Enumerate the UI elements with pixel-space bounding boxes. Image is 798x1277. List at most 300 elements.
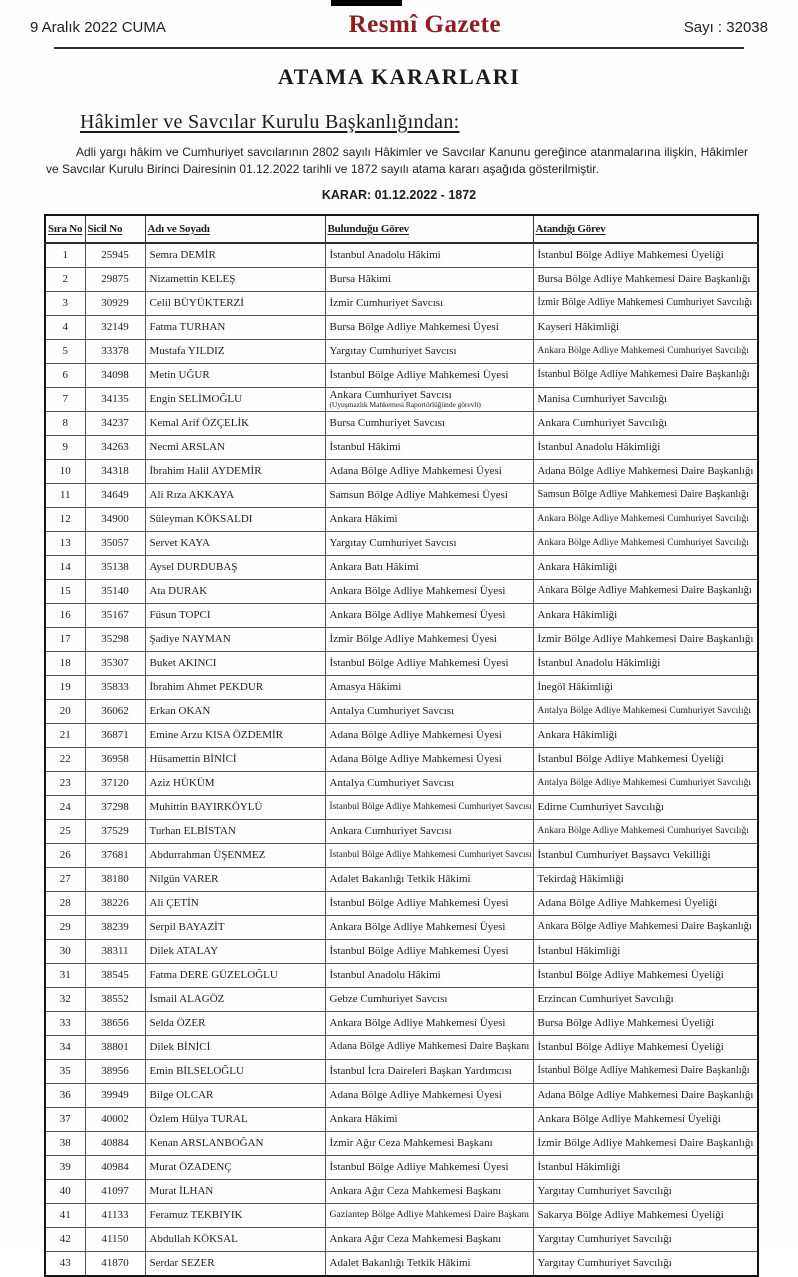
cell-adi-soyadi: Kenan ARSLANBOĞAN [145, 1131, 325, 1155]
table-row [45, 1203, 758, 1227]
cell-sira-no: 36 [45, 1083, 85, 1107]
table-row [45, 1131, 758, 1155]
cell-atandigi-gorev: Ankara Bölge Adliye Mahkemesi Cumhuriyet Savcılığı [533, 339, 758, 363]
cell-bulundugu-gorev-text: Bursa Hâkimi [329, 272, 391, 285]
cell-sicil-no: 37681 [85, 843, 145, 867]
cell-bulundugu-gorev [325, 531, 533, 555]
cell-atandigi-gorev: Adana Bölge Adliye Mahkemesi Daire Başkanlığı [533, 1083, 758, 1107]
cell-atandigi-gorev: İstanbul Cumhuriyet Başsavcı Vekilliği [533, 843, 758, 867]
table-row [45, 435, 758, 459]
appointments-table [44, 214, 759, 1277]
cell-adi-soyadi: Aysel DURDUBAŞ [145, 555, 325, 579]
cell-atandigi-gorev: Ankara Bölge Adliye Mahkemesi Cumhuriyet Savcılığı [533, 819, 758, 843]
cell-atandigi-gorev: Erzincan Cumhuriyet Savcılığı [533, 987, 758, 1011]
cell-sira-no: 27 [45, 867, 85, 891]
cell-adi-soyadi: Murat ÖZADENÇ [145, 1155, 325, 1179]
cell-bulundugu-gorev [325, 243, 533, 268]
cell-atandigi-gorev: Edirne Cumhuriyet Savcılığı [533, 795, 758, 819]
cell-bulundugu-gorev-text: Adana Bölge Adliye Mahkemesi Üyesi [329, 1088, 502, 1101]
cell-sira-no: 18 [45, 651, 85, 675]
cell-adi-soyadi: Nizamettin KELEŞ [145, 267, 325, 291]
cell-atandigi-gorev: Ankara Hâkimliği [533, 723, 758, 747]
cell-bulundugu-gorev [325, 963, 533, 987]
col-header-atandigi-gorev [533, 215, 758, 243]
table-row [45, 819, 758, 843]
cell-adi-soyadi: Kemal Arif ÖZÇELİK [145, 411, 325, 435]
cell-atandigi-gorev: Ankara Bölge Adliye Mahkemesi Daire Başkanlığı [533, 915, 758, 939]
cell-bulundugu-gorev [325, 1035, 533, 1059]
cell-sicil-no: 41870 [85, 1251, 145, 1276]
table-row [45, 795, 758, 819]
table-row [45, 603, 758, 627]
table-row [45, 1107, 758, 1131]
cell-bulundugu-gorev [325, 507, 533, 531]
table-row [45, 1059, 758, 1083]
cell-sicil-no: 30929 [85, 291, 145, 315]
col-header-bulundugu-gorev-label: Bulunduğu Görev [327, 222, 409, 235]
table-row [45, 939, 758, 963]
cell-bulundugu-gorev-text: Amasya Hâkimi [329, 680, 402, 693]
cell-sicil-no: 34649 [85, 483, 145, 507]
col-header-sira-no [45, 215, 85, 243]
cell-atandigi-gorev: Yargıtay Cumhuriyet Savcılığı [533, 1179, 758, 1203]
cell-atandigi-gorev: Yargıtay Cumhuriyet Savcılığı [533, 1227, 758, 1251]
cell-sicil-no: 38956 [85, 1059, 145, 1083]
cell-adi-soyadi: Mustafa YILDIZ [145, 339, 325, 363]
cell-bulundugu-gorev-text: Ankara Ağır Ceza Mahkemesi Başkanı [329, 1184, 502, 1197]
section-title: ATAMA KARARLARI [277, 64, 521, 89]
table-row [45, 699, 758, 723]
cell-sira-no: 10 [45, 459, 85, 483]
cell-sira-no: 15 [45, 579, 85, 603]
cell-sira-no: 20 [45, 699, 85, 723]
cell-atandigi-gorev: Antalya Bölge Adliye Mahkemesi Cumhuriyet Savcılığı [533, 699, 758, 723]
cell-sira-no: 22 [45, 747, 85, 771]
scan-artifact-mark [331, 0, 402, 6]
cell-adi-soyadi: Serdar SEZER [145, 1251, 325, 1276]
cell-sira-no: 14 [45, 555, 85, 579]
cell-bulundugu-gorev [325, 747, 533, 771]
cell-sira-no: 40 [45, 1179, 85, 1203]
cell-adi-soyadi: Süleyman KÖKSALDI [145, 507, 325, 531]
cell-bulundugu-gorev [325, 1083, 533, 1107]
cell-sicil-no: 35298 [85, 627, 145, 651]
cell-atandigi-gorev: İstanbul Anadolu Hâkimliği [533, 435, 758, 459]
cell-adi-soyadi: Abdurrahman ÜŞENMEZ [145, 843, 325, 867]
cell-adi-soyadi: Buket AKINCI [145, 651, 325, 675]
cell-atandigi-gorev: İstanbul Anadolu Hâkimliği [533, 651, 758, 675]
cell-sira-no: 21 [45, 723, 85, 747]
cell-bulundugu-gorev [325, 363, 533, 387]
cell-sira-no: 8 [45, 411, 85, 435]
table-row [45, 1011, 758, 1035]
cell-atandigi-gorev: İstanbul Hâkimliği [533, 939, 758, 963]
cell-adi-soyadi: Dilek ATALAY [145, 939, 325, 963]
cell-sicil-no: 38180 [85, 867, 145, 891]
cell-bulundugu-gorev-text: Ankara Bölge Adliye Mahkemesi Üyesi [329, 920, 506, 933]
cell-sira-no: 25 [45, 819, 85, 843]
cell-bulundugu-gorev-text: Antalya Cumhuriyet Savcısı [329, 776, 455, 789]
cell-bulundugu-gorev [325, 795, 533, 819]
table-row [45, 291, 758, 315]
cell-bulundugu-gorev-text: İstanbul Bölge Adliye Mahkemesi Cumhuriyet Savcısı [329, 801, 532, 812]
table-row [45, 243, 758, 268]
table-row [45, 267, 758, 291]
cell-sira-no: 31 [45, 963, 85, 987]
cell-adi-soyadi: Serpil BAYAZİT [145, 915, 325, 939]
cell-atandigi-gorev: İnegöl Hâkimliği [533, 675, 758, 699]
cell-bulundugu-gorev [325, 891, 533, 915]
cell-sicil-no: 33378 [85, 339, 145, 363]
cell-sicil-no: 34318 [85, 459, 145, 483]
cell-sicil-no: 34135 [85, 387, 145, 411]
table-row [45, 531, 758, 555]
cell-bulundugu-gorev-text: Samsun Bölge Adliye Mahkemesi Üyesi [329, 488, 508, 501]
cell-adi-soyadi: İbrahim Ahmet PEKDUR [145, 675, 325, 699]
cell-adi-soyadi: Murat İLHAN [145, 1179, 325, 1203]
cell-sira-no: 38 [45, 1131, 85, 1155]
col-header-atandigi-gorev-label: Atandığı Görev [535, 222, 606, 235]
cell-sicil-no: 32149 [85, 315, 145, 339]
cell-bulundugu-gorev [325, 459, 533, 483]
cell-sira-no: 37 [45, 1107, 85, 1131]
cell-sicil-no: 35167 [85, 603, 145, 627]
cell-sicil-no: 40002 [85, 1107, 145, 1131]
cell-bulundugu-gorev [325, 291, 533, 315]
cell-sira-no: 4 [45, 315, 85, 339]
cell-bulundugu-gorev-text: İstanbul Bölge Adliye Mahkemesi Üyesi [329, 1160, 509, 1173]
cell-bulundugu-gorev [325, 603, 533, 627]
cell-sira-no: 35 [45, 1059, 85, 1083]
cell-adi-soyadi: Abdullah KÖKSAL [145, 1227, 325, 1251]
cell-sicil-no: 39949 [85, 1083, 145, 1107]
cell-bulundugu-gorev [325, 339, 533, 363]
cell-bulundugu-gorev-text: Ankara Bölge Adliye Mahkemesi Üyesi [329, 584, 506, 597]
cell-adi-soyadi: Dilek BİNİCİ [145, 1035, 325, 1059]
table-row [45, 843, 758, 867]
table-row [45, 579, 758, 603]
cell-sira-no: 1 [45, 243, 85, 268]
cell-bulundugu-gorev-text: Adana Bölge Adliye Mahkemesi Üyesi [329, 752, 502, 765]
cell-adi-soyadi: İsmail ALAGÖZ [145, 987, 325, 1011]
cell-atandigi-gorev: İstanbul Bölge Adliye Mahkemesi Üyeliği [533, 243, 758, 268]
cell-sicil-no: 40984 [85, 1155, 145, 1179]
table-row [45, 483, 758, 507]
cell-sira-no: 13 [45, 531, 85, 555]
cell-atandigi-gorev: İstanbul Bölge Adliye Mahkemesi Üyeliği [533, 963, 758, 987]
cell-atandigi-gorev: İstanbul Hâkimliği [533, 1155, 758, 1179]
cell-bulundugu-gorev [325, 915, 533, 939]
cell-bulundugu-gorev [325, 723, 533, 747]
cell-bulundugu-gorev-text: Adana Bölge Adliye Mahkemesi Üyesi [329, 728, 502, 741]
cell-sira-no: 11 [45, 483, 85, 507]
table-row [45, 459, 758, 483]
cell-bulundugu-gorev [325, 1131, 533, 1155]
table-row [45, 723, 758, 747]
cell-bulundugu-gorev-text: İstanbul Bölge Adliye Mahkemesi Üyesi [329, 896, 509, 909]
cell-sicil-no: 38226 [85, 891, 145, 915]
cell-sira-no: 24 [45, 795, 85, 819]
cell-sicil-no: 36958 [85, 747, 145, 771]
cell-atandigi-gorev: Ankara Bölge Adliye Mahkemesi Üyeliği [533, 1107, 758, 1131]
cell-atandigi-gorev: Manisa Cumhuriyet Savcılığı [533, 387, 758, 411]
cell-bulundugu-gorev-note: (Uyuşmazlık Mahkemesi Raportörlüğünde görevli) [329, 400, 481, 410]
cell-sicil-no: 37529 [85, 819, 145, 843]
cell-sira-no: 16 [45, 603, 85, 627]
cell-adi-soyadi: Şadiye NAYMAN [145, 627, 325, 651]
table-row [45, 747, 758, 771]
cell-adi-soyadi: Füsun TOPCI [145, 603, 325, 627]
table-row [45, 507, 758, 531]
cell-sicil-no: 35307 [85, 651, 145, 675]
cell-bulundugu-gorev [325, 819, 533, 843]
cell-sicil-no: 38801 [85, 1035, 145, 1059]
table-row [45, 1179, 758, 1203]
cell-bulundugu-gorev-text: Adalet Bakanlığı Tetkik Hâkimi [329, 872, 471, 885]
cell-sira-no: 29 [45, 915, 85, 939]
cell-sicil-no: 38552 [85, 987, 145, 1011]
cell-bulundugu-gorev [325, 1179, 533, 1203]
cell-adi-soyadi: Fatma TURHAN [145, 315, 325, 339]
cell-sicil-no: 41133 [85, 1203, 145, 1227]
cell-adi-soyadi: Emine Arzu KISA ÖZDEMİR [145, 723, 325, 747]
cell-atandigi-gorev: Adana Bölge Adliye Mahkemesi Daire Başkanlığı [533, 459, 758, 483]
cell-sicil-no: 35057 [85, 531, 145, 555]
cell-bulundugu-gorev-text: Ankara Bölge Adliye Mahkemesi Üyesi [329, 1016, 506, 1029]
cell-bulundugu-gorev [325, 1227, 533, 1251]
cell-sira-no: 12 [45, 507, 85, 531]
cell-adi-soyadi: Metin UĞUR [145, 363, 325, 387]
cell-bulundugu-gorev-text: İstanbul İcra Daireleri Başkan Yardımcısı [329, 1064, 512, 1077]
cell-bulundugu-gorev [325, 771, 533, 795]
cell-sira-no: 5 [45, 339, 85, 363]
cell-adi-soyadi: Semra DEMİR [145, 243, 325, 268]
cell-bulundugu-gorev-text: Ankara Cumhuriyet Savcısı [329, 824, 452, 837]
cell-sicil-no: 29875 [85, 267, 145, 291]
cell-adi-soyadi: Erkan OKAN [145, 699, 325, 723]
cell-sicil-no: 37298 [85, 795, 145, 819]
cell-bulundugu-gorev [325, 843, 533, 867]
cell-atandigi-gorev: Bursa Bölge Adliye Mahkemesi Üyeliği [533, 1011, 758, 1035]
cell-bulundugu-gorev-text: Ankara Cumhuriyet Savcısı [329, 388, 452, 401]
cell-bulundugu-gorev [325, 1155, 533, 1179]
cell-bulundugu-gorev-text: Adana Bölge Adliye Mahkemesi Daire Başkanı [329, 1041, 530, 1053]
cell-adi-soyadi: Muhittin BAYIRKÖYLÜ [145, 795, 325, 819]
cell-atandigi-gorev: Antalya Bölge Adliye Mahkemesi Cumhuriyet Savcılığı [533, 771, 758, 795]
cell-bulundugu-gorev-text: Ankara Ağır Ceza Mahkemesi Başkanı [329, 1232, 502, 1245]
cell-sira-no: 32 [45, 987, 85, 1011]
cell-sira-no: 3 [45, 291, 85, 315]
cell-atandigi-gorev: İstanbul Bölge Adliye Mahkemesi Üyeliği [533, 1035, 758, 1059]
cell-bulundugu-gorev [325, 699, 533, 723]
appointments-table-body [45, 243, 758, 1276]
cell-atandigi-gorev: İstanbul Bölge Adliye Mahkemesi Daire Başkanlığı [533, 363, 758, 387]
cell-bulundugu-gorev-text: Ankara Hâkimi [329, 512, 398, 525]
cell-adi-soyadi: Engin SELİMOĞLU [145, 387, 325, 411]
cell-bulundugu-gorev [325, 1059, 533, 1083]
cell-adi-soyadi: Celil BÜYÜKTERZİ [145, 291, 325, 315]
cell-sicil-no: 38311 [85, 939, 145, 963]
cell-adi-soyadi: Fatma DERE GÜZELOĞLU [145, 963, 325, 987]
cell-atandigi-gorev: Bursa Bölge Adliye Mahkemesi Daire Başkanlığı [533, 267, 758, 291]
cell-bulundugu-gorev [325, 867, 533, 891]
cell-sicil-no: 36871 [85, 723, 145, 747]
cell-atandigi-gorev: İzmir Bölge Adliye Mahkemesi Daire Başkanlığı [533, 1131, 758, 1155]
cell-bulundugu-gorev [325, 1203, 533, 1227]
cell-sicil-no: 35833 [85, 675, 145, 699]
cell-bulundugu-gorev [325, 555, 533, 579]
table-row [45, 891, 758, 915]
cell-bulundugu-gorev-text: Ankara Bölge Adliye Mahkemesi Üyesi [329, 608, 506, 621]
cell-sira-no: 41 [45, 1203, 85, 1227]
cell-sicil-no: 25945 [85, 243, 145, 268]
cell-bulundugu-gorev-text: Ankara Hâkimi [329, 1112, 398, 1125]
cell-adi-soyadi: Feramuz TEKBIYIK [145, 1203, 325, 1227]
cell-bulundugu-gorev-text: İzmir Ağır Ceza Mahkemesi Başkanı [329, 1136, 493, 1149]
appointments-table-header [45, 215, 758, 243]
cell-atandigi-gorev: Yargıtay Cumhuriyet Savcılığı [533, 1251, 758, 1276]
cell-sira-no: 42 [45, 1227, 85, 1251]
cell-bulundugu-gorev-text: İstanbul Bölge Adliye Mahkemesi Cumhuriyet Savcısı [329, 849, 532, 860]
cell-bulundugu-gorev [325, 483, 533, 507]
cell-bulundugu-gorev-text: İstanbul Anadolu Hâkimi [329, 968, 441, 981]
cell-sicil-no: 35140 [85, 579, 145, 603]
cell-sira-no: 23 [45, 771, 85, 795]
cell-bulundugu-gorev [325, 987, 533, 1011]
cell-bulundugu-gorev-text: Bursa Bölge Adliye Mahkemesi Üyesi [329, 320, 499, 333]
cell-bulundugu-gorev [325, 651, 533, 675]
table-row [45, 363, 758, 387]
table-row [45, 339, 758, 363]
cell-atandigi-gorev: Ankara Hâkimliği [533, 603, 758, 627]
cell-sicil-no: 40884 [85, 1131, 145, 1155]
col-header-sicil-no-label: Sicil No [87, 222, 123, 235]
table-row [45, 867, 758, 891]
cell-bulundugu-gorev [325, 387, 533, 411]
col-header-adi-soyadi [145, 215, 325, 243]
cell-atandigi-gorev: Tekirdağ Hâkimliği [533, 867, 758, 891]
cell-sira-no: 28 [45, 891, 85, 915]
cell-atandigi-gorev: Ankara Bölge Adliye Mahkemesi Daire Başkanlığı [533, 579, 758, 603]
cell-bulundugu-gorev-text: Antalya Cumhuriyet Savcısı [329, 704, 455, 717]
cell-atandigi-gorev: İstanbul Bölge Adliye Mahkemesi Daire Başkanlığı [533, 1059, 758, 1083]
cell-sira-no: 6 [45, 363, 85, 387]
table-row [45, 411, 758, 435]
cell-adi-soyadi: Ali Rıza AKKAYA [145, 483, 325, 507]
cell-bulundugu-gorev-text: İzmir Cumhuriyet Savcısı [329, 296, 444, 309]
cell-atandigi-gorev: Ankara Bölge Adliye Mahkemesi Cumhuriyet Savcılığı [533, 531, 758, 555]
cell-sicil-no: 35138 [85, 555, 145, 579]
table-row [45, 387, 758, 411]
cell-bulundugu-gorev-text: Adana Bölge Adliye Mahkemesi Üyesi [329, 464, 502, 477]
table-row [45, 1251, 758, 1276]
cell-sira-no: 30 [45, 939, 85, 963]
cell-bulundugu-gorev-text: İstanbul Hâkimi [329, 440, 401, 453]
cell-bulundugu-gorev [325, 939, 533, 963]
cell-bulundugu-gorev [325, 579, 533, 603]
cell-bulundugu-gorev [325, 1107, 533, 1131]
cell-adi-soyadi: Hüsamettin BİNİCİ [145, 747, 325, 771]
col-header-sira-no-label: Sıra No [48, 222, 83, 235]
cell-atandigi-gorev: Ankara Cumhuriyet Savcılığı [533, 411, 758, 435]
cell-sicil-no: 34263 [85, 435, 145, 459]
cell-adi-soyadi: Özlem Hülya TURAL [145, 1107, 325, 1131]
cell-atandigi-gorev: Ankara Hâkimliği [533, 555, 758, 579]
table-row [45, 627, 758, 651]
gazette-issue-number: Sayı : 32038 [683, 19, 768, 36]
table-row [45, 915, 758, 939]
cell-atandigi-gorev: İzmir Bölge Adliye Mahkemesi Cumhuriyet Savcılığı [533, 291, 758, 315]
cell-adi-soyadi: Necmi ARSLAN [145, 435, 325, 459]
cell-sicil-no: 38239 [85, 915, 145, 939]
cell-adi-soyadi: Ata DURAK [145, 579, 325, 603]
cell-bulundugu-gorev [325, 1011, 533, 1035]
table-row [45, 1083, 758, 1107]
cell-adi-soyadi: Emin BİLSELOĞLU [145, 1059, 325, 1083]
col-header-sicil-no [85, 215, 145, 243]
table-row [45, 987, 758, 1011]
cell-sicil-no: 34237 [85, 411, 145, 435]
cell-sira-no: 7 [45, 387, 85, 411]
intro-paragraph: Adli yargı hâkim ve Cumhuriyet savcılarının 2802 sayılı Hâkimler ve Savcılar Kanunu gereğince atanmalarına ilişkin, Hâkimler ve Savcılar Kurulu Birinci Dairesinin 01.12.2022 tarihli ve 1872 sayılı atama kararı aşağıda gösterilmiştir. [46, 145, 748, 176]
cell-atandigi-gorev: Adana Bölge Adliye Mahkemesi Üyeliği [533, 891, 758, 915]
cell-atandigi-gorev: Sakarya Bölge Adliye Mahkemesi Üyeliği [533, 1203, 758, 1227]
col-header-adi-soyadi-label: Adı ve Soyadı [147, 222, 210, 235]
cell-sicil-no: 38545 [85, 963, 145, 987]
cell-sira-no: 33 [45, 1011, 85, 1035]
cell-atandigi-gorev: İzmir Bölge Adliye Mahkemesi Daire Başkanlığı [533, 627, 758, 651]
cell-sira-no: 19 [45, 675, 85, 699]
cell-atandigi-gorev: Samsun Bölge Adliye Mahkemesi Daire Başkanlığı [533, 483, 758, 507]
cell-bulundugu-gorev-text: Gebze Cumhuriyet Savcısı [329, 992, 448, 1005]
cell-bulundugu-gorev-text: Yargıtay Cumhuriyet Savcısı [329, 536, 457, 549]
cell-bulundugu-gorev-text: İstanbul Bölge Adliye Mahkemesi Üyesi [329, 368, 509, 381]
table-row [45, 555, 758, 579]
authority-heading: Hâkimler ve Savcılar Kurulu Başkanlığından: [80, 111, 460, 133]
cell-bulundugu-gorev [325, 627, 533, 651]
table-row [45, 1035, 758, 1059]
cell-adi-soyadi: Ali ÇETİN [145, 891, 325, 915]
table-row [45, 1227, 758, 1251]
masthead-divider [54, 47, 744, 49]
cell-sicil-no: 34098 [85, 363, 145, 387]
cell-sira-no: 2 [45, 267, 85, 291]
table-row [45, 1155, 758, 1179]
cell-bulundugu-gorev-text: İstanbul Bölge Adliye Mahkemesi Üyesi [329, 944, 509, 957]
cell-adi-soyadi: Turhan ELBİSTAN [145, 819, 325, 843]
cell-bulundugu-gorev [325, 1251, 533, 1276]
cell-adi-soyadi: Selda ÖZER [145, 1011, 325, 1035]
cell-adi-soyadi: Aziz HÜKÜM [145, 771, 325, 795]
cell-bulundugu-gorev [325, 315, 533, 339]
cell-sicil-no: 41150 [85, 1227, 145, 1251]
cell-bulundugu-gorev-text: İstanbul Bölge Adliye Mahkemesi Üyesi [329, 656, 509, 669]
cell-sicil-no: 38656 [85, 1011, 145, 1035]
cell-sira-no: 39 [45, 1155, 85, 1179]
cell-atandigi-gorev: Ankara Bölge Adliye Mahkemesi Cumhuriyet Savcılığı [533, 507, 758, 531]
cell-sira-no: 34 [45, 1035, 85, 1059]
table-row [45, 771, 758, 795]
table-row [45, 963, 758, 987]
table-row [45, 315, 758, 339]
gazette-title: Resmî Gazete [348, 11, 502, 38]
cell-sira-no: 26 [45, 843, 85, 867]
cell-bulundugu-gorev [325, 675, 533, 699]
cell-sicil-no: 41097 [85, 1179, 145, 1203]
table-row [45, 675, 758, 699]
cell-bulundugu-gorev-text: Adalet Bakanlığı Tetkik Hâkimi [329, 1256, 471, 1269]
header-row [45, 215, 758, 243]
